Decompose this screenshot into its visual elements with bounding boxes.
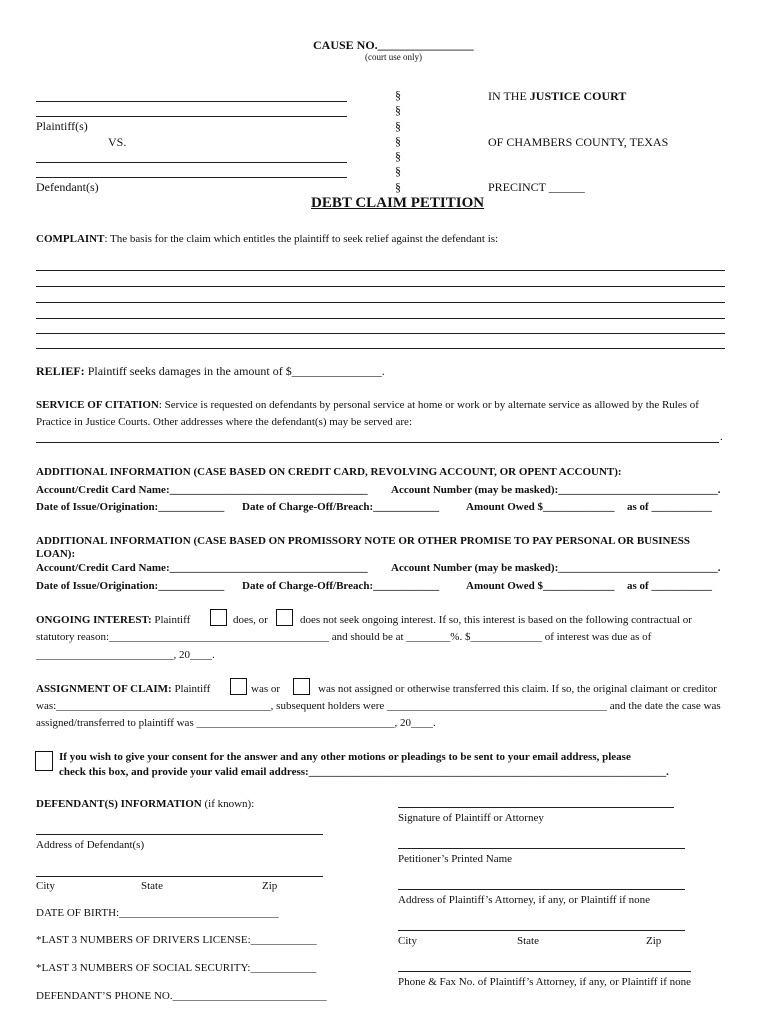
section-mark: § <box>395 180 401 194</box>
defendant-license-field[interactable]: *LAST 3 NUMBERS OF DRIVERS LICENSE:____________ <box>36 934 317 946</box>
complaint-line[interactable] <box>36 270 725 271</box>
precinct-field[interactable]: PRECINCT ______ <box>488 180 585 194</box>
credit-card-heading: ADDITIONAL INFORMATION (CASE BASED ON CREDIT CARD, REVOLVING ACCOUNT, OR OPENT ACCOUNT): <box>36 466 622 478</box>
cc-amount-owed-field[interactable]: Amount Owed $_____________ <box>466 501 615 513</box>
defendant-line-1[interactable] <box>36 162 347 163</box>
cc-date-chargeoff-field[interactable]: Date of Charge-Off/Breach:____________ <box>242 501 440 513</box>
service-text-2: Practice in Justice Courts. Other addresses where the defendant(s) may be served are: <box>36 416 412 428</box>
county-name: OF CHAMBERS COUNTY, TEXAS <box>488 135 669 149</box>
defendant-state-label: State <box>141 880 163 892</box>
email-address-field[interactable]: check this box, and provide your valid email address:_________________________________________________________________. <box>59 766 669 778</box>
court-name: IN THE JUSTICE COURT <box>488 89 627 103</box>
promissory-heading: ADDITIONAL INFORMATION (CASE BASED ON PROMISSORY NOTE OR OTHER PROMISE TO PAY PERSONAL OR BUSINESS <box>36 535 691 547</box>
defendant-dob-field[interactable]: DATE OF BIRTH:_____________________________ <box>36 907 279 919</box>
cc-account-number-field[interactable]: Account Number (may be masked):_____________________________. <box>391 484 721 496</box>
printed-name-line[interactable] <box>398 848 685 849</box>
interest-does-label: does, or <box>233 614 268 626</box>
plaintiff-address-label: Address of Plaintiff’s Attorney, if any, or Plaintiff if none <box>398 894 651 906</box>
pn-date-chargeoff-field[interactable]: Date of Charge-Off/Breach:____________ <box>242 580 440 592</box>
section-mark: § <box>395 103 401 117</box>
assignment-date-field[interactable]: assigned/transferred to plaintiff was ____________________________________, 20____. <box>36 717 436 729</box>
promissory-heading-cont: LOAN): <box>36 548 76 560</box>
complaint-line[interactable] <box>36 286 725 287</box>
service-address-line[interactable] <box>36 442 719 443</box>
assignment-was-not-label: was not assigned or otherwise transferred this claim. If so, the original claimant or creditor <box>318 683 717 695</box>
interest-does-not-label: does not seek ongoing interest. If so, this interest is based on the following contractual or <box>300 614 692 626</box>
section-mark: § <box>395 134 401 148</box>
plaintiff-city-label: City <box>398 935 417 947</box>
complaint-line[interactable] <box>36 333 725 334</box>
plaintiff-phone-label: Phone & Fax No. of Plaintiff’s Attorney, if any, or Plaintiff if none <box>398 976 691 988</box>
interest-label: ONGOING INTEREST: Plaintiff <box>36 614 191 626</box>
interest-does-checkbox[interactable] <box>210 609 227 626</box>
interest-does-not-checkbox[interactable] <box>276 609 293 626</box>
section-mark: § <box>395 164 401 178</box>
email-consent-text: If you wish to give your consent for the answer and any other motions or pleadings to be sent to your email address, please <box>59 751 631 763</box>
complaint-line[interactable] <box>36 318 725 319</box>
vs-label: VS. <box>108 135 127 149</box>
pn-account-number-field[interactable]: Account Number (may be masked):_____________________________. <box>391 562 721 574</box>
cc-account-name-field[interactable]: Account/Credit Card Name:____________________________________ <box>36 484 368 496</box>
court-use-note: (court use only) <box>365 52 422 62</box>
assignment-label: ASSIGNMENT OF CLAIM: Plaintiff <box>36 683 211 695</box>
assignment-was-checkbox[interactable] <box>230 678 247 695</box>
cc-as-of-field[interactable]: as of ___________ <box>627 501 712 513</box>
printed-name-label: Petitioner’s Printed Name <box>398 853 513 865</box>
defendant-city-line[interactable] <box>36 876 323 877</box>
cc-date-issue-field[interactable]: Date of Issue/Origination:____________ <box>36 501 225 513</box>
assignment-was-not-checkbox[interactable] <box>293 678 310 695</box>
defendant-address-label: Address of Defendant(s) <box>36 839 145 851</box>
defendant-ssn-field[interactable]: *LAST 3 NUMBERS OF SOCIAL SECURITY:____________ <box>36 962 317 974</box>
pn-date-issue-field[interactable]: Date of Issue/Origination:____________ <box>36 580 225 592</box>
defendants-label: Defendant(s) <box>36 180 99 194</box>
plaintiff-city-line[interactable] <box>398 930 685 931</box>
defendant-info-heading: DEFENDANT(S) INFORMATION (if known): <box>36 798 255 810</box>
interest-reason-field[interactable]: statutory reason:________________________________________ and should be at ________%. $_____________ of interest was due as of <box>36 631 652 643</box>
cause-number[interactable]: CAUSE NO.________________ <box>313 38 474 52</box>
plaintiff-line-2[interactable] <box>36 116 347 117</box>
complaint-line[interactable] <box>36 302 725 303</box>
plaintiff-address-line[interactable] <box>398 889 685 890</box>
plaintiffs-label: Plaintiff(s) <box>36 119 88 133</box>
service-text-1: SERVICE OF CITATION: Service is requested on defendants by personal service at home or work or by alternate service as allowed by the Rules of <box>36 399 699 411</box>
service-period: . <box>720 431 723 443</box>
email-consent-checkbox[interactable] <box>35 751 53 771</box>
pn-account-name-field[interactable]: Account/Credit Card Name:____________________________________ <box>36 562 368 574</box>
interest-date-field[interactable]: _________________________, 20____. <box>36 649 215 661</box>
assignment-holders-field[interactable]: was:_______________________________________, subsequent holders were ________________________________________ and the date the case was <box>36 700 721 712</box>
complaint-line[interactable] <box>36 348 725 349</box>
section-mark: § <box>395 149 401 163</box>
complaint-heading: COMPLAINT: The basis for the claim which entitles the plaintiff to seek relief against the defendant is: <box>36 233 499 245</box>
defendant-city-label: City <box>36 880 55 892</box>
signature-line[interactable] <box>398 807 674 808</box>
pn-amount-owed-field[interactable]: Amount Owed $_____________ <box>466 580 615 592</box>
plaintiff-phone-line[interactable] <box>398 971 691 972</box>
defendant-line-2[interactable] <box>36 177 347 178</box>
plaintiff-zip-label: Zip <box>646 935 662 947</box>
plaintiff-line-1[interactable] <box>36 101 347 102</box>
assignment-was-label: was or <box>251 683 281 695</box>
relief-amount[interactable]: RELIEF: Plaintiff seeks damages in the amount of $_______________. <box>36 364 385 378</box>
defendant-phone-field[interactable]: DEFENDANT’S PHONE NO.____________________________ <box>36 990 327 1002</box>
pn-as-of-field[interactable]: as of ___________ <box>627 580 712 592</box>
signature-label: Signature of Plaintiff or Attorney <box>398 812 544 824</box>
defendant-zip-label: Zip <box>262 880 278 892</box>
plaintiff-state-label: State <box>517 935 539 947</box>
page-title: DEBT CLAIM PETITION <box>311 195 485 211</box>
defendant-address-line[interactable] <box>36 834 323 835</box>
section-mark: § <box>395 88 401 102</box>
section-mark: § <box>395 119 401 133</box>
